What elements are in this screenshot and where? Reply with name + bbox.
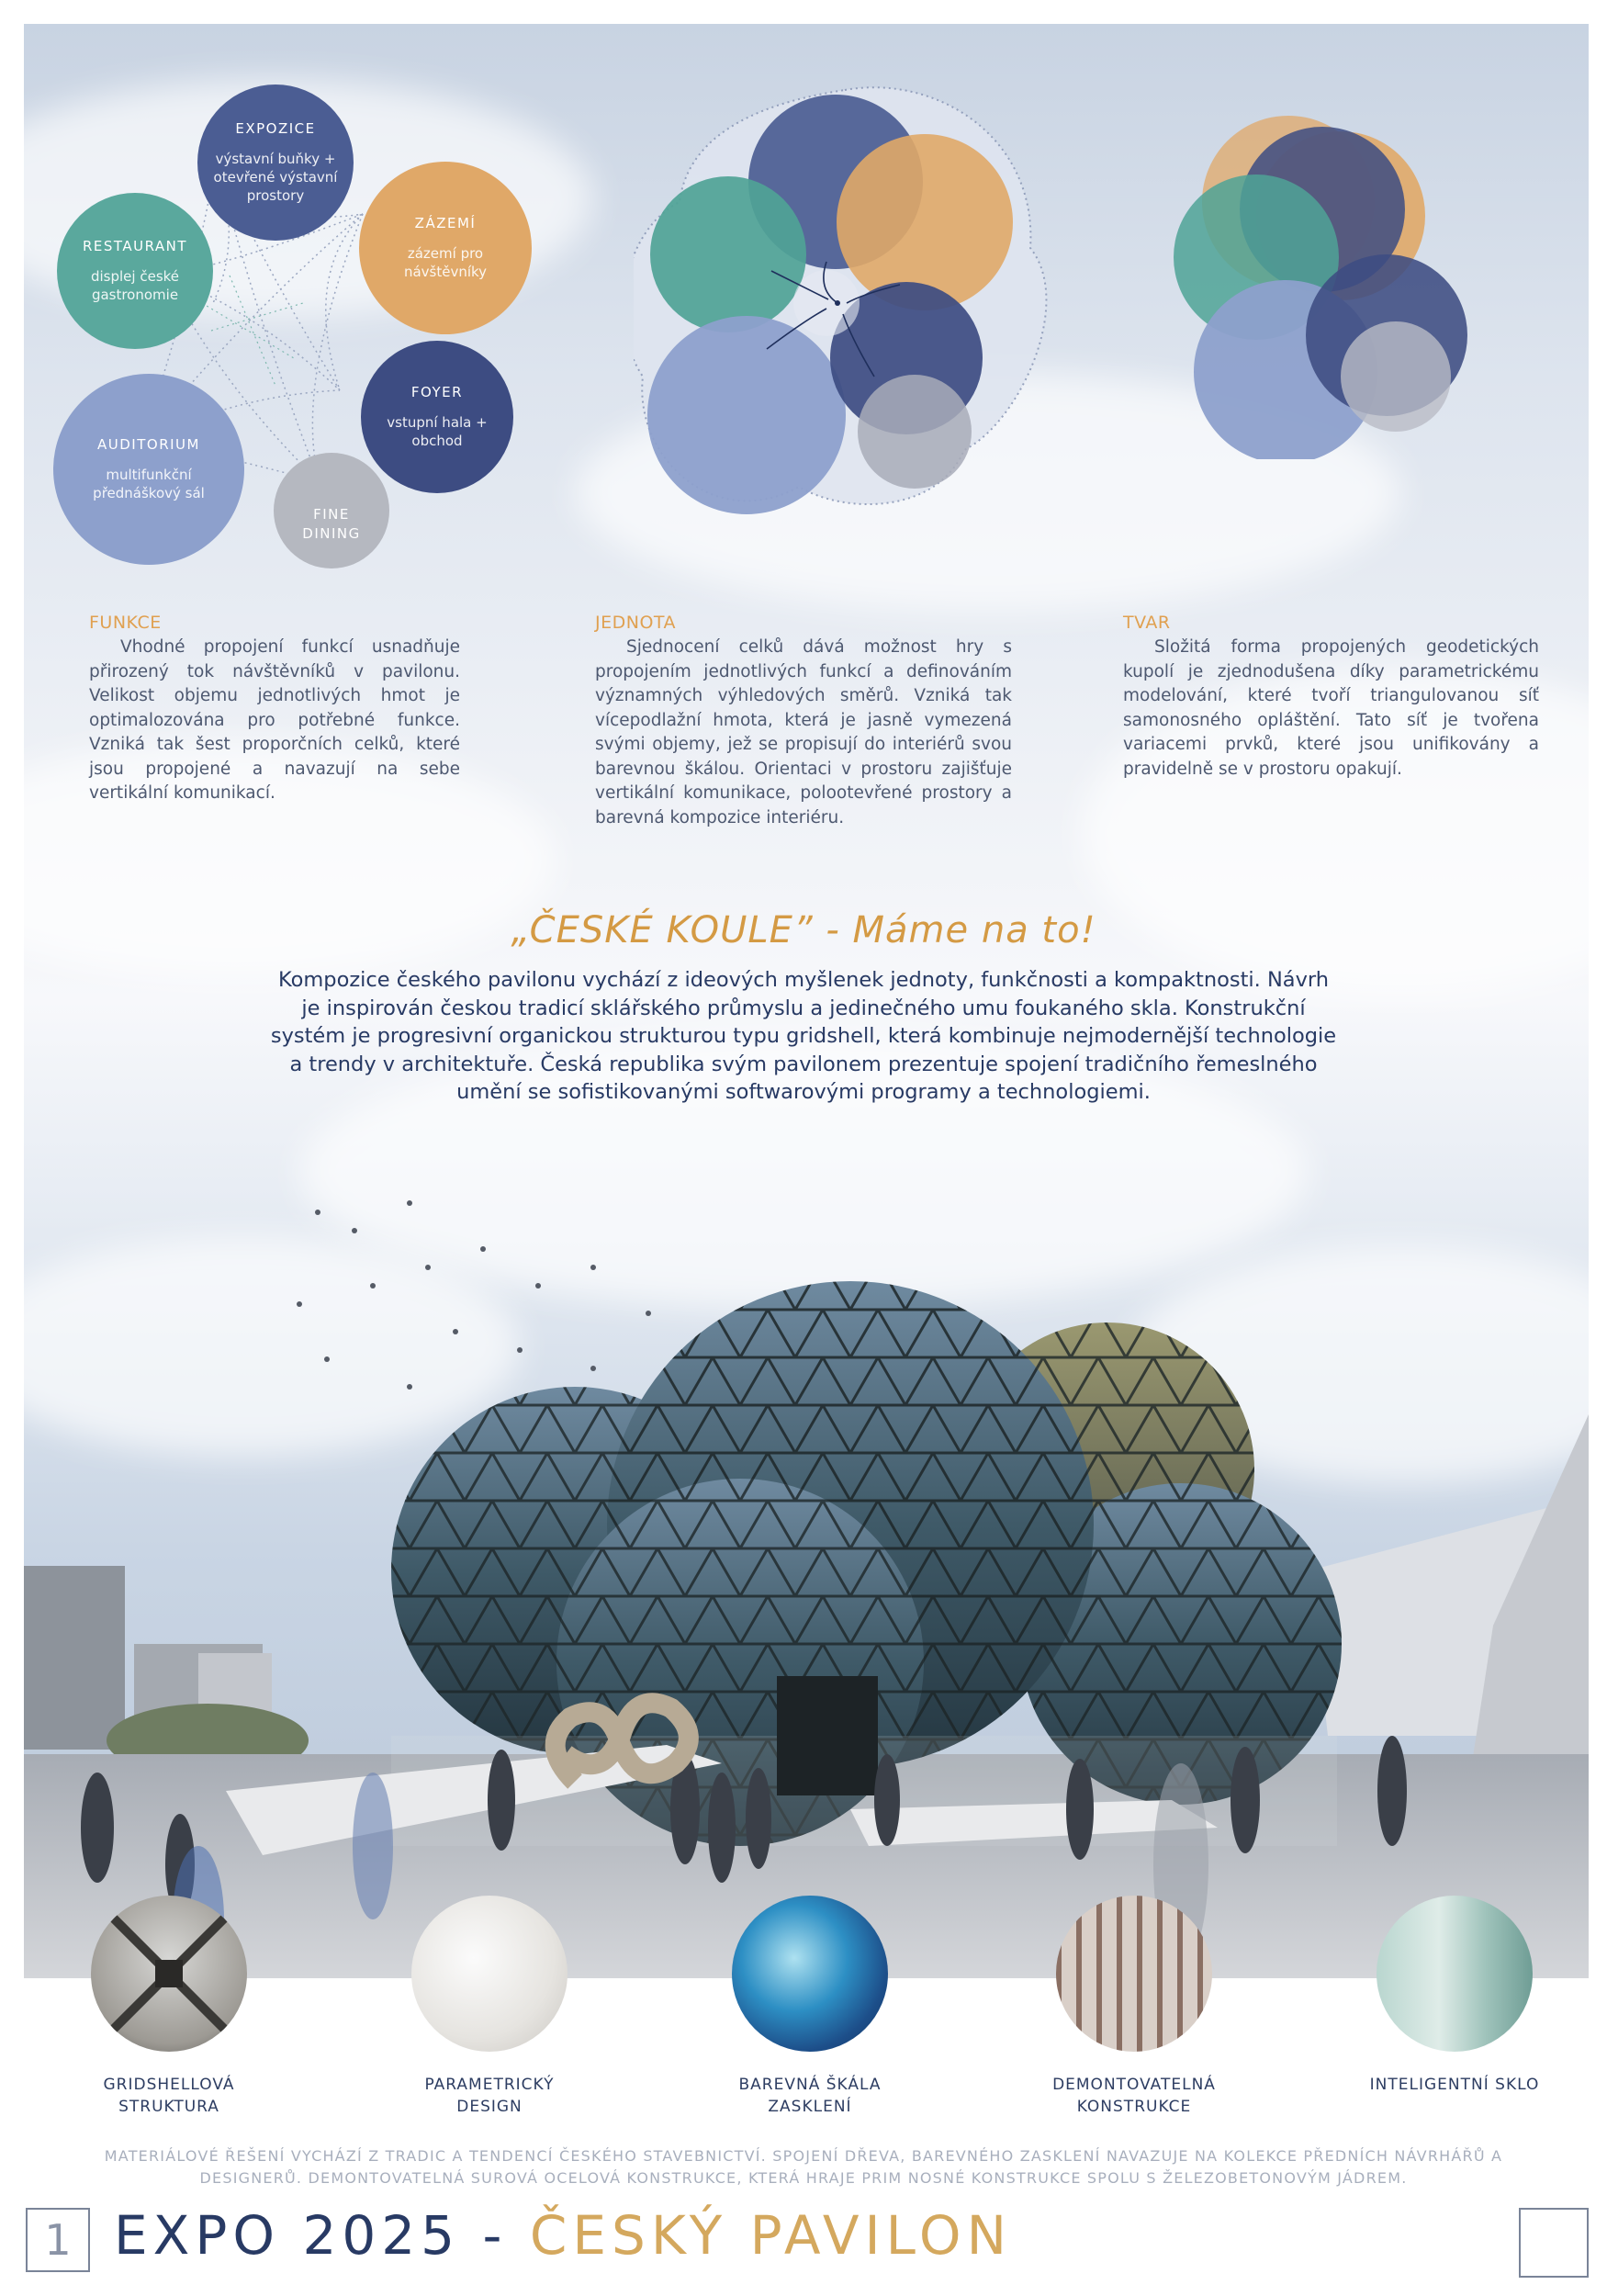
bubble-auditorium: [53, 374, 244, 565]
bubble-title: RESTAURANT: [82, 238, 188, 254]
bubble-title: FINE DINING: [302, 506, 361, 542]
bubble-desc: zázemí pro návštěvníky: [403, 245, 488, 280]
heading-jednota: JEDNOTA: [595, 613, 677, 633]
bubble-zazemi: [359, 162, 532, 334]
parametric-photo: [411, 1896, 568, 2052]
pavilion-render: [24, 1166, 1589, 1978]
bubble-title: ZÁZEMÍ: [414, 215, 477, 231]
material-demountable: [1042, 1896, 1226, 2118]
material-smart-glass: [1363, 1896, 1546, 2096]
bubble-desc: multifunkční přednáškový sál: [93, 467, 205, 501]
corner-box: [1519, 2208, 1589, 2278]
page-title: [114, 2204, 1012, 2267]
text-jednota: Sjednocení celků dává možnost hry s propojením jednotlivých funkcí a definováním významných výhledových směrů. Vzniká tak vícepodlažní hmota, která je jasně vymezená svými objemy, jež se propisují do interiérů svou barevnou škálou. Orientaci v prostoru zajišťuje vertikální komunikace, polootevřené prostory a barevná kompozice interiéru.: [595, 637, 1012, 827]
bubble-desc: displej české gastronomie: [90, 268, 180, 303]
material-gridshell: [77, 1896, 261, 2118]
bubble-restaurant: [57, 193, 213, 349]
smart-glass-photo: [1377, 1896, 1533, 2052]
glazing-photo: [732, 1896, 888, 2052]
text-tvar: Složitá forma propojených geodetických kupolí je zjednodušena díky parametrickému modelování, které tvoří triangulovanou síť samonosného opláštění. Tato síť je tvořena variacemi prvků, které jsou unifikovány a pravidelně se v prostoru opakují.: [1123, 637, 1539, 779]
tvar-cluster-diagram: [1166, 110, 1469, 459]
jednota-cluster-diagram: [634, 73, 1056, 533]
bubble-expozice: [197, 84, 354, 241]
bubble-desc: výstavní buňky + otevřené výstavní prostory: [213, 151, 338, 204]
gridshell-photo: [91, 1896, 247, 2052]
lead-paragraph: Kompozice českého pavilonu vychází z ideových myšlenek jednoty, funkčnosti a kompaktnosti. Návrh je inspirován českou tradicí sklářského průmyslu a jedinečného umu foukaného skla. Konstrukční systém je progresivní organickou strukturou typu gridshell, která kombinuje nejmodernější technologie a trendy v architektuře. Česká republika svým pavilonem prezentuje spojení tradičního řemeslného umění se sofistikovanými softwarovými programy a technologiemi.: [270, 968, 1337, 1104]
material-parametric: [398, 1896, 581, 2118]
text-funkce: Vhodné propojení funkcí usnadňuje přirozený tok návštěvníků v pavilonu. Velikost objemu jednotlivých hmot je optimalozována pro potřebné funkce. Vzniká tak šest proporčních celků, které jsou propojené a navazují na sebe vertikální komunikací.: [89, 637, 460, 803]
material-label: DEMONTOVATELNÁ KONSTRUKCE: [1052, 2076, 1216, 2116]
material-glazing: [718, 1896, 902, 2118]
headline: „ČESKÉ KOULE” - Máme na to!: [511, 909, 1096, 951]
material-label: BAREVNÁ ŠKÁLA ZASKLENÍ: [738, 2076, 882, 2116]
title-expo: EXPO 2025 -: [114, 2204, 530, 2267]
material-label: INTELIGENTNÍ SKLO: [1369, 2076, 1540, 2094]
heading-funkce: FUNKCE: [89, 613, 162, 633]
demountable-photo: [1056, 1896, 1212, 2052]
material-label: GRIDSHELLOVÁ STRUKTURA: [103, 2076, 235, 2116]
bubble-foyer: [361, 341, 513, 493]
heading-tvar: TVAR: [1123, 613, 1171, 633]
bubble-title: FOYER: [410, 384, 464, 400]
bubble-title: AUDITORIUM: [97, 436, 200, 453]
title-pavilon: ČESKÝ PAVILON: [529, 2204, 1012, 2267]
bubble-desc: vstupní hala + obchod: [387, 414, 488, 449]
bubble-fine-dining: [274, 453, 389, 568]
material-label: PARAMETRICKÝ DESIGN: [424, 2076, 555, 2116]
bubble-title: EXPOZICE: [235, 120, 316, 137]
page-number: 1: [26, 2208, 90, 2272]
materials-footnote: MATERIÁLOVÉ ŘEŠENÍ VYCHÁZÍ Z TRADIC A TENDENCÍ ČESKÉHO STAVEBNICTVÍ. SPOJENÍ DŘEVA, BAREVNÉHO ZASKLENÍ NAVAZUJE NA KOLEKCE PŘEDNÍCH NÁVRHÁŘŮ A DESIGNERŮ. DEMONTOVATELNÁ SUROVÁ OCELOVÁ KONSTRUKCE, KTERÁ HRAJE PRIM NOSNÉ KONSTRUKCE SPOLU S ŽELEZOBETONOVÝM JÁDREM.: [104, 2147, 1503, 2187]
